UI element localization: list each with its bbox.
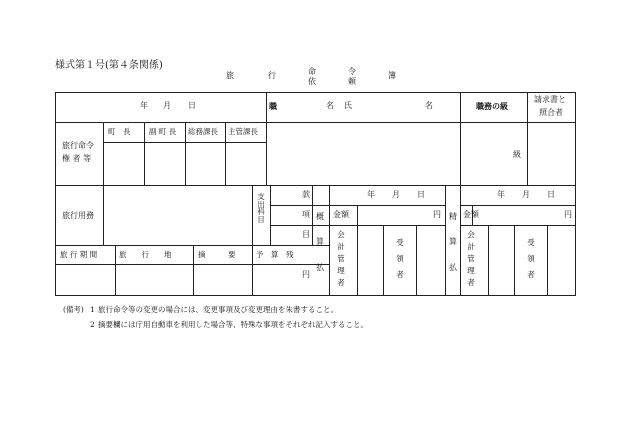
- title-sub-char: 依: [308, 77, 316, 86]
- role-general-affairs: 総務課長: [188, 127, 218, 136]
- mei2-label: 名: [425, 101, 433, 110]
- yen-label: 円: [302, 270, 310, 279]
- shishutsu-label: [256, 193, 266, 223]
- shishutsu-char: 支: [257, 192, 265, 201]
- budget-label: 予 算 残: [256, 250, 294, 259]
- juryo-char: 者: [396, 270, 404, 279]
- title-char: 旅: [226, 71, 234, 80]
- seisan-month: 月: [522, 190, 530, 199]
- gaisan-month: 月: [392, 190, 400, 199]
- juryo-char: 者: [527, 270, 535, 279]
- kaikei-char: 計: [467, 242, 475, 251]
- kan-label: 款: [302, 190, 310, 199]
- gaisan-kaikei: [336, 229, 346, 289]
- seisan-char: 払: [449, 263, 457, 272]
- seisan-juryo: [526, 235, 536, 283]
- seisan-char: 精: [449, 212, 457, 221]
- kaikei-char: 理: [467, 266, 475, 275]
- note-2: 摘要欄には庁用自動車を利用した場合等、特殊な事項をそれぞれ記入すること。: [98, 320, 368, 329]
- role-mayor: 町 長: [108, 127, 131, 136]
- title-sub-char: 頼: [348, 77, 356, 86]
- place-label: 旅 行 地: [119, 250, 172, 259]
- shi-label: 氏: [344, 101, 352, 110]
- summary-label: 摘 要: [198, 250, 236, 259]
- role-vice-mayor: 副 町 長: [149, 127, 177, 136]
- seikyu-label-1: 請求書と: [534, 95, 566, 104]
- gaisan-char: 払: [316, 263, 324, 272]
- seisan-kingaku: 金額: [463, 210, 479, 219]
- kyu-label: 級: [513, 150, 521, 159]
- kaikei-char: 理: [337, 266, 345, 275]
- form-label: 様式第１号(第４条関係): [55, 60, 163, 71]
- authority-label-2: 権 者 等: [62, 154, 92, 163]
- gaisan-day: 日: [417, 190, 425, 199]
- gaisan-char: 概: [316, 212, 324, 221]
- juryo-char: 領: [527, 254, 535, 263]
- authority-label-1: 旅行命令: [62, 141, 94, 150]
- date-day: 日: [188, 101, 196, 110]
- title-char: 簿: [388, 71, 396, 80]
- seisan-kaikei: [466, 229, 476, 289]
- mei-label: 名: [326, 101, 334, 110]
- juryo-char: 領: [396, 254, 404, 263]
- purpose-label: 旅行用務: [62, 211, 94, 220]
- juryo-char: 受: [396, 238, 404, 247]
- juryo-char: 受: [527, 238, 535, 247]
- role-division-chief: 主管課長: [228, 127, 258, 136]
- shishutsu-char: 科: [257, 207, 265, 216]
- gaisan-juryo: [395, 235, 405, 283]
- gaisan-year: 年: [367, 190, 375, 199]
- seisan-yen: 円: [564, 210, 572, 219]
- period-label: 旅 行 期 間: [60, 250, 98, 259]
- notes-prefix: (備考): [63, 305, 84, 314]
- gaisan-yen: 円: [433, 210, 441, 219]
- kaikei-char: 会: [467, 230, 475, 239]
- moku-label: 目: [302, 230, 310, 239]
- kaikei-char: 管: [337, 254, 345, 263]
- kaikei-char: 者: [337, 278, 345, 287]
- note-1-number: 1: [90, 305, 95, 314]
- note-1: 旅行命令等の変更の場合には、変更事項及び変更理由を朱書すること。: [98, 305, 338, 314]
- date-month: 月: [163, 101, 171, 110]
- note-2-number: 2: [90, 320, 95, 329]
- shishutsu-char: 目: [257, 214, 265, 224]
- date-year: 年: [140, 101, 148, 110]
- kaikei-char: 者: [467, 278, 475, 287]
- gaisan-kingaku: 金額: [333, 210, 349, 219]
- shokumu-label: 職務の級: [476, 101, 508, 111]
- shoku-label: 職: [269, 101, 277, 111]
- kou-label: 項: [302, 210, 310, 219]
- title-char: 行: [268, 71, 276, 80]
- kaikei-char: 会: [337, 230, 345, 239]
- seikyu-label-2: 照合者: [539, 108, 563, 117]
- title-char: 命: [308, 67, 316, 76]
- gaisan-char: 算: [316, 237, 324, 246]
- seisan-day: 日: [547, 190, 555, 199]
- kaikei-char: 管: [467, 254, 475, 263]
- seisan-char: 算: [449, 237, 457, 246]
- title-char: 令: [348, 67, 356, 76]
- kaikei-char: 計: [337, 242, 345, 251]
- shishutsu-char: 出: [257, 199, 265, 209]
- seisan-year: 年: [497, 190, 505, 199]
